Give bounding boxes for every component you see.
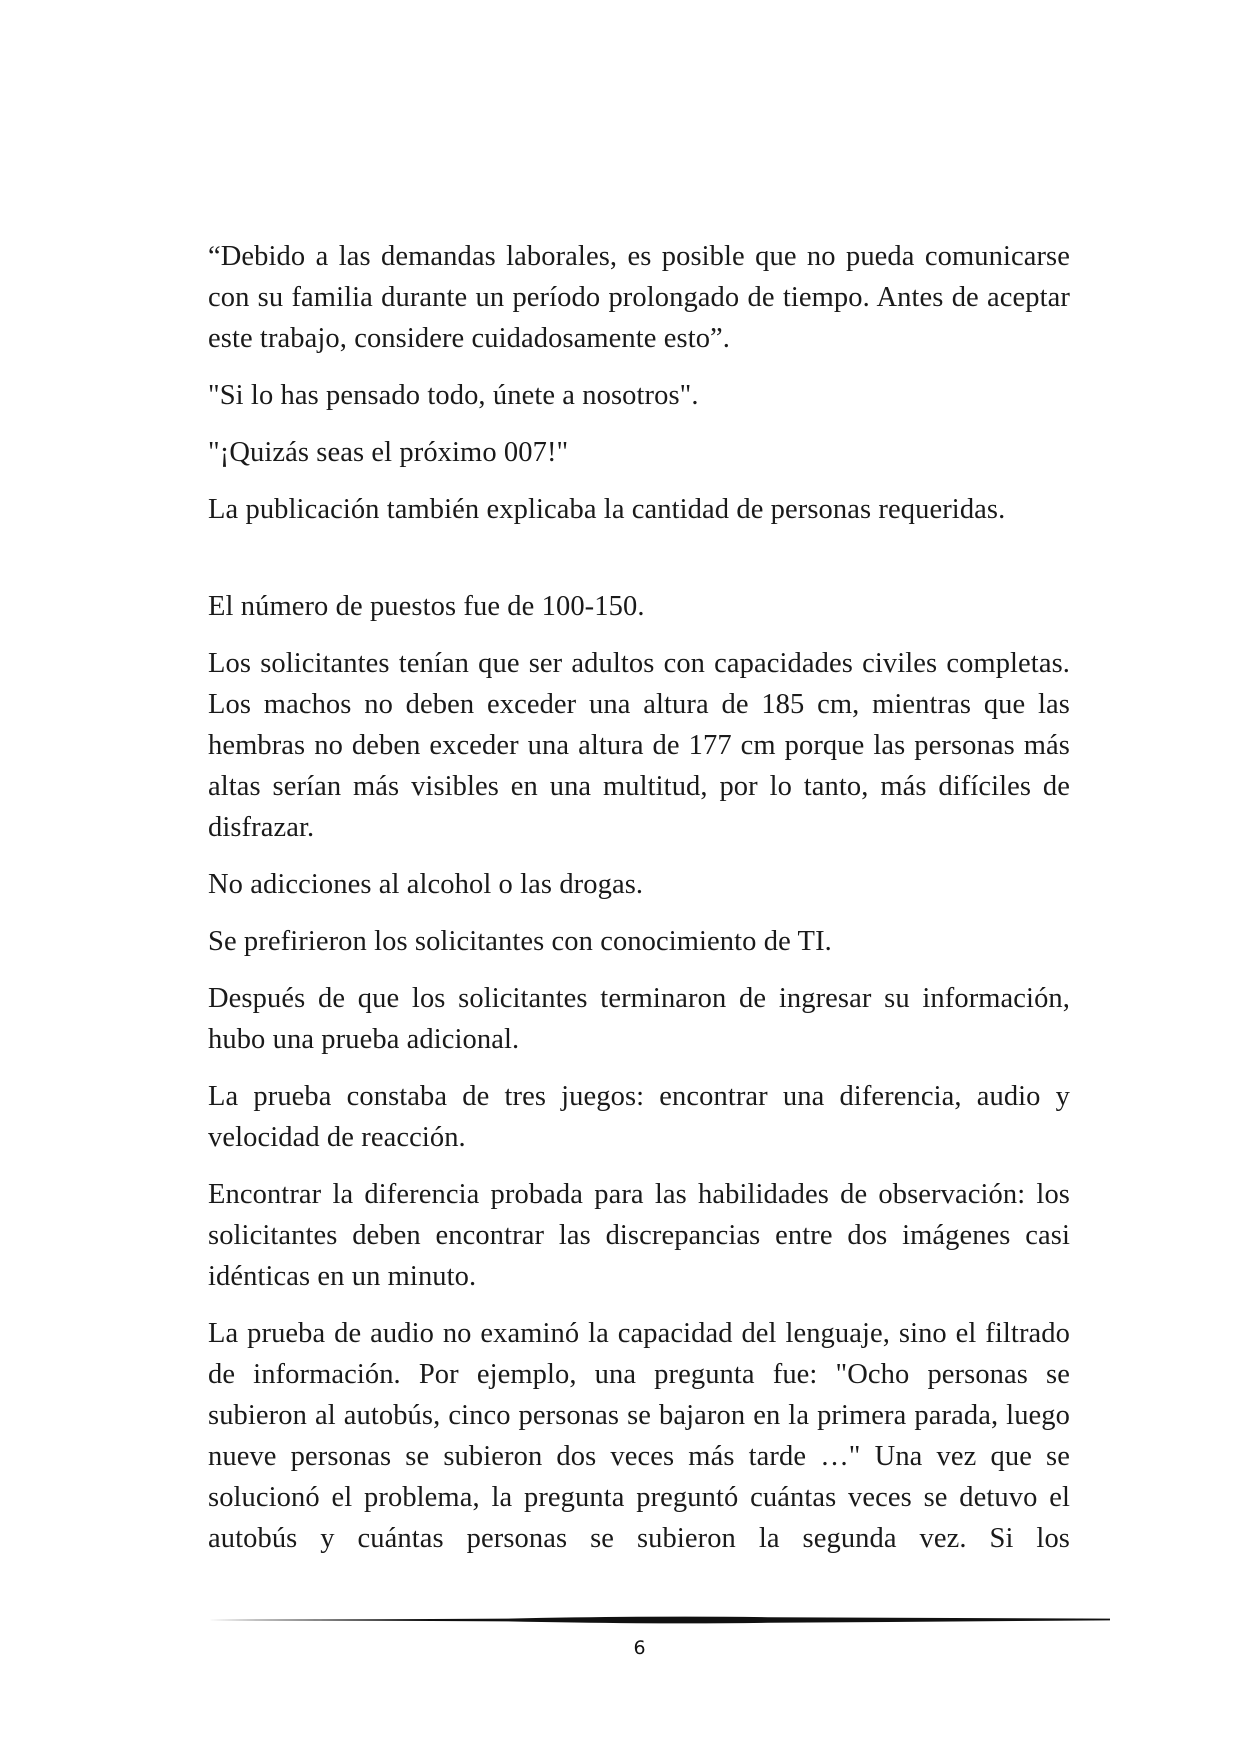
paragraph-job-warning: “Debido a las demandas laborales, es posible que no pueda comunicarse con su familia durante un período prolongado de tiempo. Antes de aceptar este trabajo, considere cuidadosamente esto”. — [208, 241, 1070, 354]
paragraph-people-required: La publicación también explicaba la cantidad de personas requeridas. — [208, 494, 1006, 525]
paragraph-it-knowledge: Se prefirieron los solicitantes con conocimiento de TI. — [208, 926, 832, 957]
paragraph-applicant-requirements: Los solicitantes tenían que ser adultos con capacidades civiles completas. Los machos no deben exceder una altura de 185 cm, mientras que las hembras no deben exceder una altura de 177 cm porque las personas más altas serían más visibles en una multitud, por lo tanto, más difíciles de disfrazar. — [208, 648, 1070, 843]
paragraph-additional-test: Después de que los solicitantes terminaron de ingresar su información, hubo una prueba adicional. — [208, 983, 1070, 1055]
paragraph-join-us: "Si lo has pensado todo, únete a nosotros". — [208, 380, 699, 411]
paragraph-three-games: La prueba constaba de tres juegos: encontrar una diferencia, audio y velocidad de reacción. — [208, 1081, 1070, 1153]
paragraph-audio-test: La prueba de audio no examinó la capacidad del lenguaje, sino el filtrado de información. Por ejemplo, una pregunta fue: "Ocho personas se subieron al autobús, cinco personas se bajaron en la primera parada, luego nueve personas se subieron dos veces más tarde …" Una vez que se solucionó el problema, la pregunta preguntó cuántas veces se detuvo el autobús y cuántas personas se subieron la segunda vez. Si los — [208, 1318, 1070, 1554]
paragraph-find-difference: Encontrar la diferencia probada para las habilidades de observación: los solicitantes deben encontrar las discrepancias entre dos imágenes casi idénticas en un minuto. — [208, 1179, 1070, 1292]
paragraph-next-007: "¡Quizás seas el próximo 007!" — [208, 437, 569, 468]
paragraph-positions: El número de puestos fue de 100-150. — [208, 591, 645, 622]
page-body — [208, 236, 1070, 1575]
page-number: 6 — [633, 1637, 646, 1659]
footer-divider — [208, 1614, 1110, 1626]
paragraph-no-addictions: No adicciones al alcohol o las drogas. — [208, 869, 644, 900]
